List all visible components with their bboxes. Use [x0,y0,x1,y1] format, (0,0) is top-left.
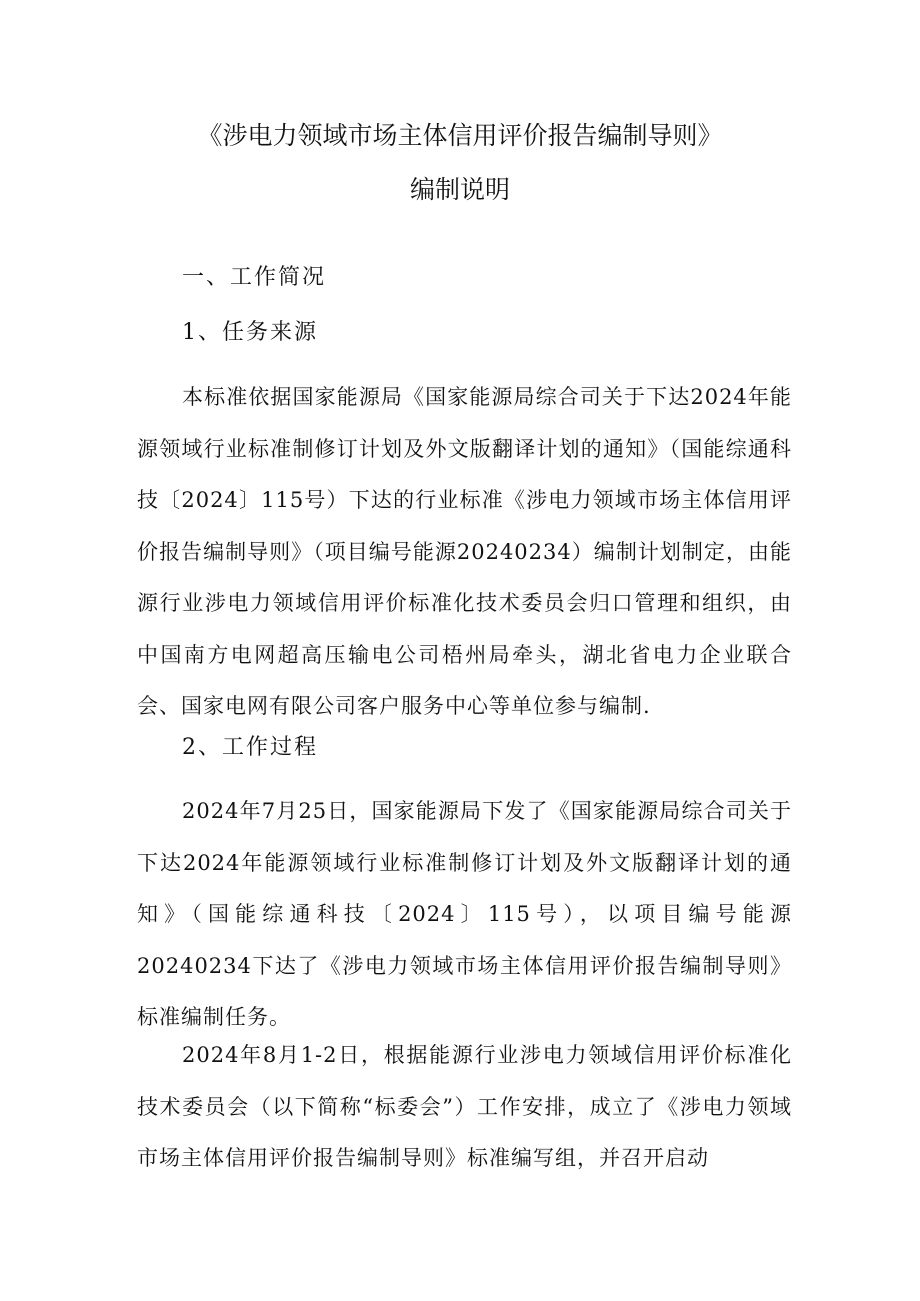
document-subtitle: 编制说明 [409,175,510,204]
paragraph-work-process-1: 2024年7月25日，国家能源局下发了《国家能源局综合司关于下达2024年能源领域行业标准制修订计划及外文版翻译计划的通知》（国能综通科技〔2024〕115号），以项目编号能源20240234下达了《涉电力领域市场主体信用评价报告编制导则》标准编制任务。 [137,799,792,1029]
document-title: 《涉电力领域市场主体信用评价报告编制导则》 [197,121,723,150]
section-heading-overview: 一、工作简况 [182,265,327,290]
paragraph-task-source: 本标准依据国家能源局《国家能源局综合司关于下达2024年能源领域行业标准制修订计划及外文版翻译计划的通知》（国能综通科技〔2024〕115号）下达的行业标准《涉电力领域市场主体信用评价报告编制导则》（项目编号能源20240234）编制计划制定，由能源行业涉电力领域信用评价标准化技术委员会归口管理和组织，由中国南方电网超高压输电公司梧州局牵头，湖北省电力企业联合会、国家电网有限公司客户服务中心等单位参与编制. [137,385,792,718]
paragraph-work-process-2: 2024年8月1-2日，根据能源行业涉电力领域信用评价标准化技术委员会（以下简称“标委会”）工作安排，成立了《涉电力领域市场主体信用评价报告编制导则》标准编写组，并召开启动 [137,1043,792,1170]
section-heading-task-source: 1、任务来源 [182,320,318,345]
section-heading-work-process: 2、工作过程 [182,735,318,760]
